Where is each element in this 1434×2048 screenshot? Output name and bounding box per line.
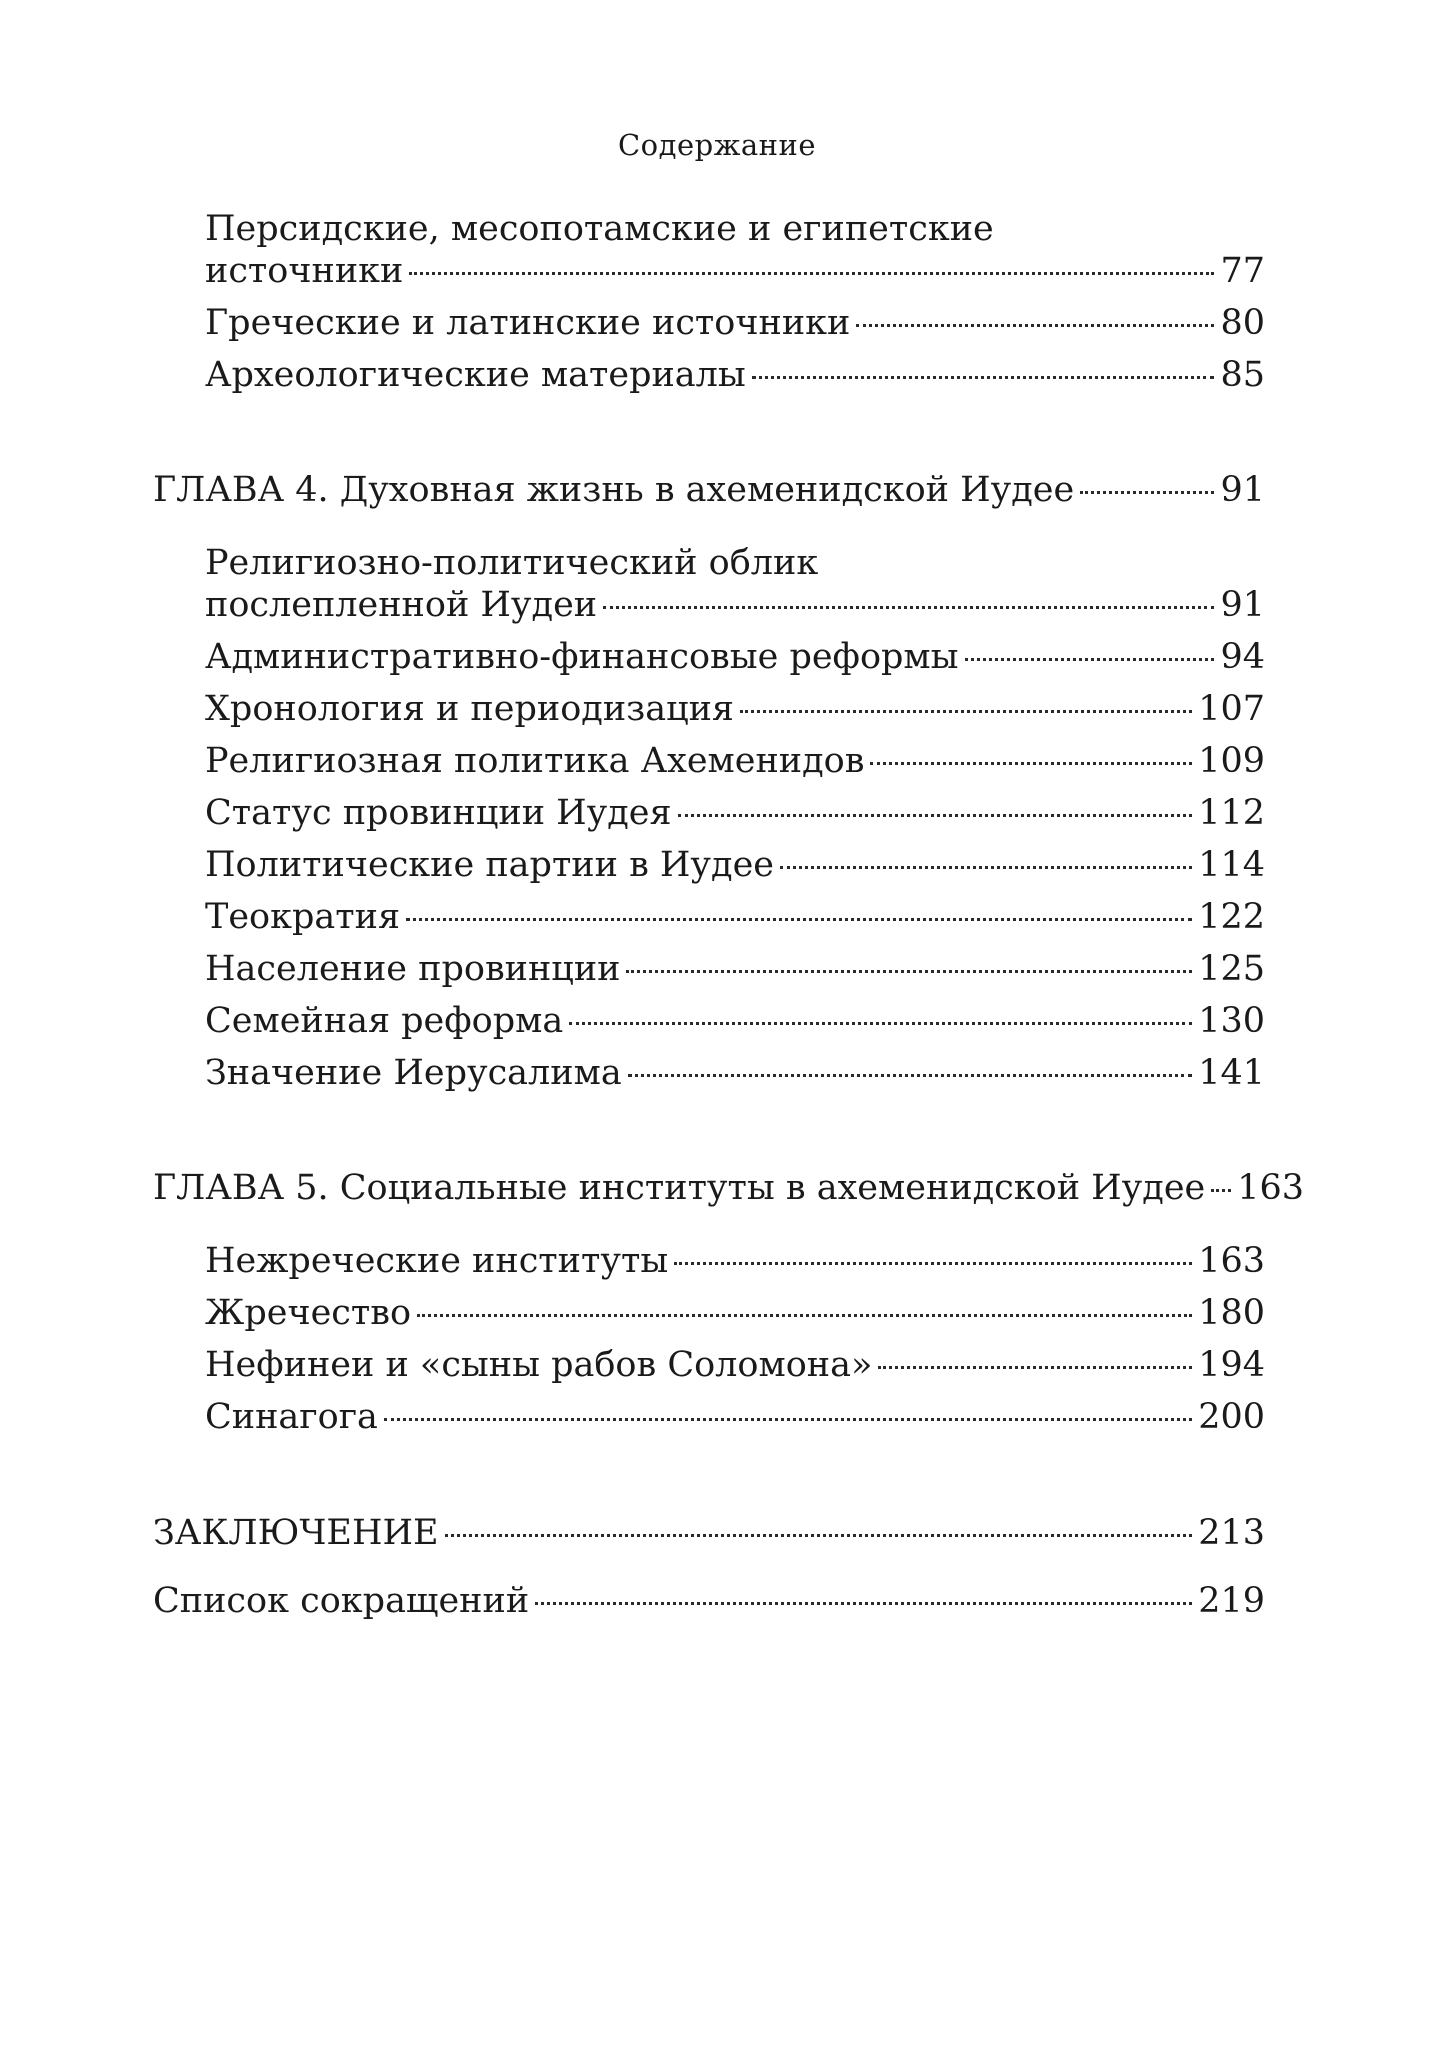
toc-entry-title: Греческие и латинские источники bbox=[205, 303, 851, 343]
toc-page-number: 125 bbox=[1198, 949, 1265, 989]
toc-chapter-4[interactable] bbox=[153, 469, 1265, 511]
toc-page-number: 130 bbox=[1198, 1001, 1265, 1041]
dot-leader bbox=[856, 324, 1214, 327]
toc-entry[interactable] bbox=[205, 1344, 1265, 1386]
dot-leader bbox=[752, 376, 1215, 379]
dot-leader bbox=[1211, 1189, 1231, 1192]
dot-leader bbox=[1080, 491, 1214, 494]
toc-entry-title: Археологические материалы bbox=[205, 355, 746, 395]
toc-entry-title: послепленной Иудеи bbox=[205, 585, 598, 625]
toc-entry[interactable] bbox=[205, 792, 1265, 834]
dot-leader bbox=[628, 1074, 1192, 1077]
toc-entry-title: Нефинеи и «сыны рабов Соломона» bbox=[205, 1345, 873, 1385]
toc-entry-title: Статус провинции Иудея bbox=[205, 793, 672, 833]
toc-entry[interactable] bbox=[205, 302, 1265, 344]
toc-page-number: 180 bbox=[1198, 1293, 1265, 1333]
dot-leader bbox=[417, 1314, 1192, 1317]
toc-page-number: 77 bbox=[1220, 251, 1265, 291]
toc-entry-title: источники bbox=[205, 251, 404, 291]
toc-entry[interactable] bbox=[205, 250, 1265, 292]
toc-entry-title: Нежреческие институты bbox=[205, 1241, 669, 1281]
toc-entry-title: Теократия bbox=[205, 897, 401, 937]
toc-entry-title: Население провинции bbox=[205, 949, 621, 989]
dot-leader bbox=[535, 1602, 1192, 1605]
toc-page-number: 107 bbox=[1198, 689, 1265, 729]
toc-entry[interactable] bbox=[205, 1292, 1265, 1334]
toc-page-number: 141 bbox=[1198, 1053, 1265, 1093]
dot-leader bbox=[603, 606, 1214, 609]
toc-entry[interactable] bbox=[205, 896, 1265, 938]
toc-entry[interactable] bbox=[205, 354, 1265, 396]
toc-page-number: 112 bbox=[1198, 793, 1265, 833]
toc-entry-title: Религиозная политика Ахеменидов bbox=[205, 741, 865, 781]
toc-page-number: 85 bbox=[1220, 355, 1265, 395]
toc-entry-title: Хронология и периодизация bbox=[205, 689, 735, 729]
toc-entry-title: Синагога bbox=[205, 1397, 378, 1437]
dot-leader bbox=[409, 272, 1214, 275]
toc-page-number: 122 bbox=[1198, 897, 1265, 937]
dot-leader bbox=[674, 1262, 1192, 1265]
toc-entry[interactable] bbox=[205, 584, 1265, 626]
dot-leader bbox=[384, 1418, 1192, 1421]
toc-entry[interactable] bbox=[205, 636, 1265, 678]
dot-leader bbox=[406, 918, 1192, 921]
toc-page-number: 80 bbox=[1220, 303, 1265, 343]
running-header: Содержание bbox=[617, 128, 817, 162]
toc-entry-title: Административно-финансовые реформы bbox=[205, 637, 959, 677]
toc-page-number: 163 bbox=[1198, 1241, 1265, 1281]
toc-chapter-5[interactable] bbox=[153, 1167, 1305, 1209]
toc-conclusion[interactable] bbox=[153, 1512, 1265, 1554]
dot-leader bbox=[445, 1534, 1193, 1537]
toc-page-number: 200 bbox=[1198, 1397, 1265, 1437]
dot-leader bbox=[878, 1366, 1192, 1369]
dot-leader bbox=[569, 1022, 1192, 1025]
toc-chapter-title: ЗАКЛЮЧЕНИЕ bbox=[153, 1513, 439, 1553]
toc-entry-title: Жречество bbox=[205, 1293, 412, 1333]
toc-entry-line1: Персидские, месопотамские и египетские bbox=[205, 209, 994, 249]
toc-page-number: 213 bbox=[1198, 1513, 1265, 1553]
toc-entry[interactable] bbox=[205, 948, 1265, 990]
toc-entry[interactable] bbox=[205, 1396, 1265, 1438]
toc-chapter-title: ГЛАВА 5. Социальные институты в ахеменидской Иудее bbox=[153, 1168, 1206, 1208]
toc-page-number: 94 bbox=[1220, 637, 1265, 677]
dot-leader bbox=[965, 658, 1215, 661]
toc-page-number: 91 bbox=[1220, 585, 1265, 625]
toc-abbreviations[interactable] bbox=[153, 1580, 1265, 1622]
toc-entry[interactable] bbox=[205, 1240, 1265, 1282]
toc-page-number: 114 bbox=[1198, 845, 1265, 885]
toc-page-number: 91 bbox=[1220, 470, 1265, 510]
toc-entry-title: Значение Иерусалима bbox=[205, 1053, 622, 1093]
toc-page-number: 219 bbox=[1198, 1581, 1265, 1621]
toc-entry-line1: Религиозно-политический облик bbox=[205, 543, 819, 583]
dot-leader bbox=[870, 762, 1192, 765]
toc-page-number: 109 bbox=[1198, 741, 1265, 781]
dot-leader bbox=[678, 814, 1193, 817]
toc-entry[interactable] bbox=[205, 1052, 1265, 1094]
toc-entry[interactable] bbox=[205, 1000, 1265, 1042]
dot-leader bbox=[780, 866, 1192, 869]
toc-entry[interactable] bbox=[205, 844, 1265, 886]
toc-entry-title: Политические партии в Иудее bbox=[205, 845, 775, 885]
dot-leader bbox=[740, 710, 1192, 713]
toc-entry-title: Семейная реформа bbox=[205, 1001, 564, 1041]
toc-page-number: 194 bbox=[1198, 1345, 1265, 1385]
toc-chapter-title: ГЛАВА 4. Духовная жизнь в ахеменидской Иудее bbox=[153, 470, 1075, 510]
toc-entry[interactable] bbox=[205, 740, 1265, 782]
toc-chapter-title: Список сокращений bbox=[153, 1581, 530, 1621]
toc-page-number: 163 bbox=[1237, 1168, 1305, 1208]
dot-leader bbox=[626, 970, 1192, 973]
toc-entry[interactable] bbox=[205, 688, 1265, 730]
